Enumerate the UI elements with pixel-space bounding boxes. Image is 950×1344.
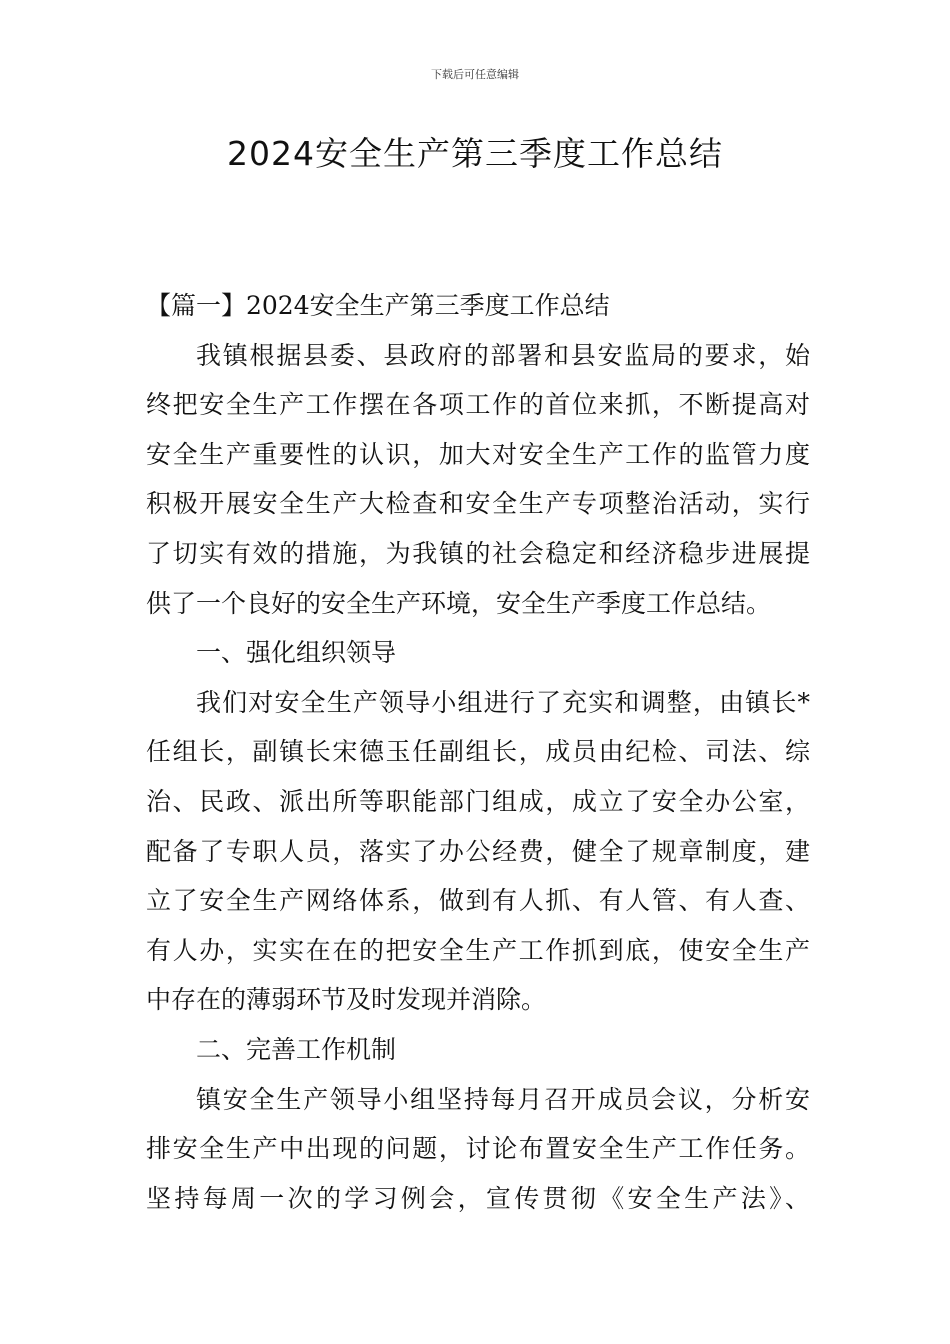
document-body [146,281,810,1223]
paragraph-line: 我镇根据县委、县政府的部署和县安监局的要求，始 [196,340,810,370]
paragraph-line: 安全生产重要性的认识，加大对安全生产工作的监管力度 [146,439,810,469]
document-title: 2024安全生产第三季度工作总结 [227,134,723,173]
paragraph-line: 终把安全生产工作摆在各项工作的首位来抓，不断提高对 [146,390,810,420]
paragraph-line: 立了安全生产网络体系，做到有人抓、有人管、有人查、 [146,886,810,916]
paragraph-line: 镇安全生产领导小组坚持每月召开成员会议，分析安 [196,1084,810,1114]
paragraph-line: 任组长，副镇长宋德玉任副组长，成员由纪检、司法、综 [146,737,810,767]
paragraph-line: 排安全生产中出现的问题，讨论布置安全生产工作任务。 [146,1134,810,1164]
paragraph-line: 坚持每周一次的学习例会，宣传贯彻《安全生产法》、 [146,1183,810,1213]
paragraph-line: 积极开展安全生产大检查和安全生产专项整治活动，实行 [146,489,810,519]
section-heading: 【篇一】2024安全生产第三季度工作总结 [146,291,610,320]
paragraph-line: 了切实有效的措施，为我镇的社会稳定和经济稳步进展提 [146,538,810,568]
paragraph-line: 配备了专职人员，落实了办公经费，健全了规章制度，建 [146,836,810,866]
paragraph-line: 治、民政、派出所等职能部门组成，成立了安全办公室， [146,786,810,816]
header-note: 下载后可任意编辑 [431,68,519,81]
subheading: 二、完善工作机制 [196,1034,397,1064]
subheading: 一、强化组织领导 [196,638,397,668]
paragraph-line: 有人办，实实在在的把安全生产工作抓到底，使安全生产 [146,935,810,965]
paragraph-line: 中存在的薄弱环节及时发现并消除。 [146,985,547,1015]
paragraph-line: 我们对安全生产领导小组进行了充实和调整，由镇长* [196,687,810,717]
paragraph-line: 供了一个良好的安全生产环境，安全生产季度工作总结。 [146,588,772,618]
